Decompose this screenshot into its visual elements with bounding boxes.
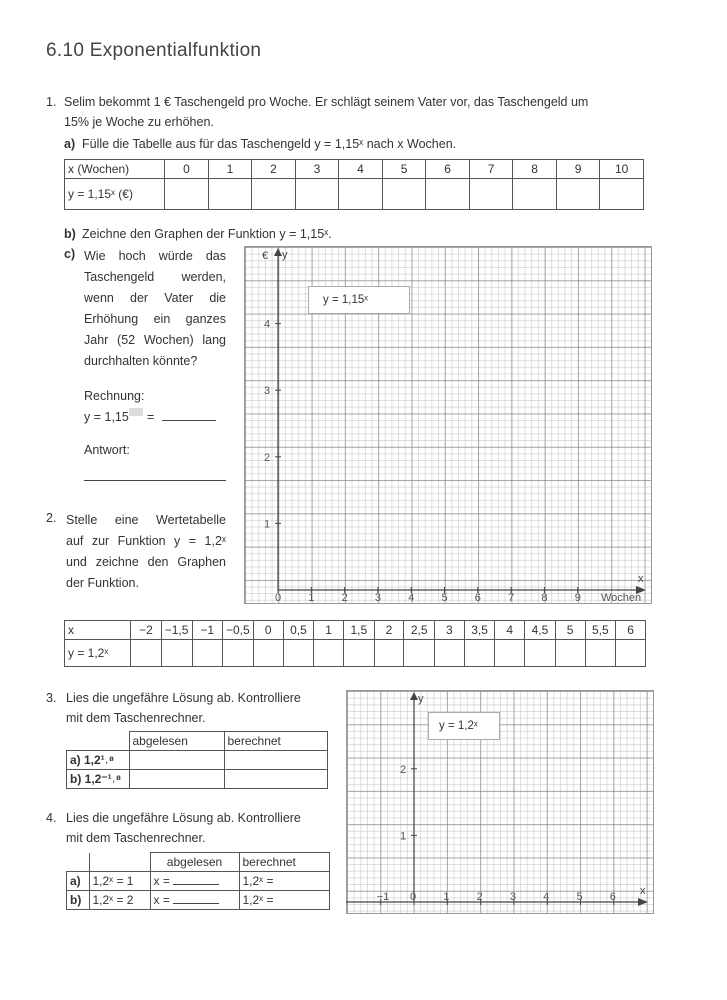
ex2-x-cell-5: 0,5	[283, 621, 314, 640]
ex4-text-1: Lies die ungefähre Lösung ab. Kontrolliere	[66, 811, 301, 825]
graph1-xtick-label: 1	[308, 592, 315, 603]
ex1-y-input-cell-2[interactable]	[252, 179, 296, 210]
ex3-text-2: mit dem Taschenrechner.	[66, 711, 206, 725]
ex2-line-1: auf zur Funktion y = 1,2ˣ	[66, 534, 226, 548]
graph2-ytick-label: 1	[400, 830, 407, 843]
ex4-a-berechnet-cell[interactable]	[239, 872, 330, 891]
ex1-x-cell-10: 10	[600, 160, 644, 179]
graph2-y-letter: y	[418, 693, 424, 705]
ex1-y-input-cell-9[interactable]	[556, 179, 600, 210]
ex1a-text: Fülle die Tabelle aus für das Taschengeld y = 1,15ˣ nach x Wochen.	[82, 137, 457, 151]
graph2-ytick-label: 2	[400, 763, 407, 776]
ex4-row-a-label: a)	[67, 872, 90, 891]
graph1-y-unit: €	[262, 250, 269, 262]
ex2-y-input-cell-11[interactable]	[464, 640, 495, 667]
graph1-y-arrow	[274, 248, 282, 256]
ex1a-label: a)	[64, 137, 76, 151]
graph1-x-unit: Wochen	[601, 592, 642, 603]
ex2-y-input-cell-4[interactable]	[253, 640, 283, 667]
rechnung-label: Rechnung:	[84, 389, 145, 403]
graph2-xtick-label: −1	[376, 891, 390, 903]
ex2-y-input-cell-6[interactable]	[314, 640, 344, 667]
ex1-number: 1.	[46, 95, 57, 109]
graph1-function-label: y = 1,15ˣ	[308, 286, 410, 314]
ex1-y-input-cell-1[interactable]	[208, 179, 252, 210]
graph1-ytick-label: 2	[264, 451, 271, 464]
ex4-b-x-blank[interactable]	[173, 903, 219, 904]
ex4-number: 4.	[46, 811, 57, 825]
ex2-y-input-cell-0[interactable]	[131, 640, 161, 667]
ex2-y-input-cell-10[interactable]	[434, 640, 464, 667]
ex2-y-input-cell-9[interactable]	[404, 640, 435, 667]
graph2-x-arrow	[638, 898, 648, 906]
ex2-x-cell-6: 1	[314, 621, 344, 640]
ex2-y-input-cell-16[interactable]	[616, 640, 646, 667]
rechnung-answer-blank[interactable]	[162, 420, 216, 421]
ex4-b-abgelesen-cell[interactable]	[150, 891, 239, 910]
graph1-axes	[244, 246, 651, 603]
ex2-x-cell-3: −0,5	[222, 621, 253, 640]
graph1-xtick-label: 0	[275, 592, 282, 603]
graph2-function-label: y = 1,2ˣ	[428, 712, 500, 740]
ex2-x-cell-10: 3	[434, 621, 464, 640]
ex1-text-2: 15% je Woche zu erhöhen.	[64, 115, 214, 129]
graph2-x-letter: x	[640, 885, 646, 897]
ex4-row-b-label: b)	[67, 891, 90, 910]
ex1b-text: Zeichne den Graphen der Funktion y = 1,15ˣ.	[82, 227, 332, 241]
ex2-y-input-cell-5[interactable]	[283, 640, 314, 667]
graph2-xtick-label: 4	[543, 891, 550, 903]
ex2-y-input-cell-14[interactable]	[555, 640, 585, 667]
ex2-x-cell-11: 3,5	[464, 621, 495, 640]
graph1-y-letter: y	[282, 249, 288, 261]
ex2-line-0: Stelle eine Wertetabelle	[66, 513, 226, 527]
ex3-col-berechnet: berechnet	[224, 732, 328, 751]
ex3-text-1: Lies die ungefähre Lösung ab. Kontrolliere	[66, 691, 301, 705]
ex3-col-abgelesen: abgelesen	[129, 732, 224, 751]
ex1-x-cell-2: 2	[252, 160, 296, 179]
ex2-y-input-cell-8[interactable]	[374, 640, 404, 667]
ex1c-line-1: Taschengeld werden,	[84, 270, 226, 284]
ex4-a-abgelesen-cell[interactable]	[150, 872, 239, 891]
graph1-xtick-label: 3	[374, 592, 382, 603]
ex1-y-input-cell-0[interactable]	[165, 179, 209, 210]
ex2-line-3: der Funktion.	[66, 576, 139, 590]
ex3-b-abgelesen-cell[interactable]	[129, 770, 224, 789]
table2-header-y: y = 1,2ˣ	[65, 640, 131, 667]
graph2-xtick-label: 2	[476, 891, 483, 903]
ex4-table	[66, 852, 330, 910]
graph1-x-letter: x	[638, 573, 644, 585]
ex3-a-abgelesen-cell[interactable]	[129, 751, 224, 770]
ex3-number: 3.	[46, 691, 57, 705]
ex1-x-cell-8: 8	[513, 160, 557, 179]
graph2-xtick-label: 5	[576, 891, 583, 903]
table2-header-x: x	[65, 621, 131, 640]
ex2-text	[66, 510, 226, 594]
graph2-xtick-label: 0	[410, 891, 417, 903]
ex1-x-cell-7: 7	[469, 160, 513, 179]
ex1-x-cell-9: 9	[556, 160, 600, 179]
ex1-y-input-cell-4[interactable]	[339, 179, 383, 210]
graph1-ytick-label: 1	[264, 518, 271, 531]
ex4-a-x-label: x =	[153, 874, 170, 888]
graph1-xtick-label: 5	[441, 592, 448, 603]
rechnung-base: y = 1,15	[84, 410, 129, 425]
ex1-x-cell-1: 1	[208, 160, 252, 179]
table-header-x: x (Wochen)	[65, 160, 165, 179]
exponent-blank[interactable]	[129, 408, 143, 416]
ex2-value-table	[64, 620, 646, 667]
ex4-b-calc-label: 1,2ˣ =	[242, 893, 274, 907]
ex1c-question	[84, 246, 226, 372]
ex1-x-cell-6: 6	[426, 160, 470, 179]
ex2-x-cell-1: −1,5	[161, 621, 192, 640]
ex2-line-2: und zeichne den Graphen	[66, 555, 226, 569]
ex1-x-cell-3: 3	[295, 160, 339, 179]
graph2-y-arrow	[410, 692, 418, 700]
ex2-x-cell-0: −2	[131, 621, 161, 640]
ex1-y-input-cell-10[interactable]	[600, 179, 644, 210]
ex1c-line-2: wenn der Vater die	[84, 291, 226, 305]
ex3-table	[66, 731, 328, 789]
ex1-x-cell-4: 4	[339, 160, 383, 179]
ex2-x-cell-2: −1	[192, 621, 222, 640]
graph1-xtick-label: 8	[541, 592, 548, 603]
ex3-a-berechnet-cell[interactable]	[224, 751, 328, 770]
ex1c-label: c)	[64, 247, 76, 261]
ex2-y-input-cell-13[interactable]	[525, 640, 556, 667]
graph2-xtick-label: 6	[609, 891, 616, 903]
ex1c-line-0: Wie hoch würde das	[84, 249, 226, 263]
ex3-b-berechnet-cell[interactable]	[224, 770, 328, 789]
ex4-a-x-blank[interactable]	[173, 884, 219, 885]
ex2-y-input-cell-15[interactable]	[585, 640, 616, 667]
ex1-value-table	[64, 159, 644, 210]
ex2-y-input-cell-12[interactable]	[495, 640, 525, 667]
ex4-col-abgelesen: abgelesen	[150, 853, 239, 872]
ex2-y-input-cell-2[interactable]	[192, 640, 222, 667]
ex1-y-input-cell-6[interactable]	[426, 179, 470, 210]
ex4-col-berechnet: berechnet	[239, 853, 330, 872]
ex1-y-input-cell-8[interactable]	[513, 179, 557, 210]
ex1-y-input-cell-7[interactable]	[469, 179, 513, 210]
graph1-ytick-label: 3	[264, 385, 271, 398]
ex4-a-calc-label: 1,2ˣ =	[242, 874, 274, 888]
ex2-x-cell-14: 5	[555, 621, 585, 640]
ex1-x-cell-0: 0	[165, 160, 209, 179]
ex2-y-input-cell-3[interactable]	[222, 640, 253, 667]
graph2-xtick-label: 1	[443, 891, 450, 903]
antwort-blank[interactable]	[84, 480, 226, 481]
ex2-x-cell-7: 1,5	[344, 621, 375, 640]
ex4-text-2: mit dem Taschenrechner.	[66, 831, 206, 845]
ex2-y-input-cell-1[interactable]	[161, 640, 192, 667]
ex2-number: 2.	[46, 511, 57, 525]
graph1-xtick-label: 4	[408, 592, 415, 603]
ex1-x-cell-5: 5	[382, 160, 426, 179]
ex1-y-input-cell-5[interactable]	[382, 179, 426, 210]
graph1-xtick-label: 9	[574, 592, 581, 603]
ex1-y-input-cell-3[interactable]	[295, 179, 339, 210]
ex4-b-x-label: x =	[153, 893, 170, 907]
graph1-xtick-label: 6	[474, 592, 481, 603]
ex2-x-cell-8: 2	[374, 621, 404, 640]
ex2-y-input-cell-7[interactable]	[344, 640, 375, 667]
table-header-y: y = 1,15ˣ (€)	[65, 179, 165, 210]
ex1b-label: b)	[64, 227, 76, 241]
ex2-x-cell-13: 4,5	[525, 621, 556, 640]
ex3-row-b: b) 1,2⁻¹˒⁸	[67, 770, 130, 789]
graph2-xtick-label: 3	[509, 891, 517, 903]
antwort-label: Antwort:	[84, 443, 130, 457]
ex1-text-1: Selim bekommt 1 € Taschengeld pro Woche. Er schlägt seinem Vater vor, das Taschengeld um	[64, 95, 589, 109]
ex2-x-cell-4: 0	[253, 621, 283, 640]
ex2-x-cell-16: 6	[616, 621, 646, 640]
graph1-ytick-label: 4	[264, 318, 271, 331]
graph1-xtick-label: 2	[341, 592, 348, 603]
ex1c-line-4: Jahr (52 Wochen) lang	[84, 333, 226, 347]
ex2-x-cell-9: 2,5	[404, 621, 435, 640]
ex4-row-b-equation: 1,2ˣ = 2	[89, 891, 150, 910]
graph1-xtick-label: 7	[508, 592, 515, 603]
rechnung-equation	[84, 408, 216, 425]
page-title: 6.10 Exponentialfunktion	[46, 40, 262, 61]
ex1c-line-5: durchhalten könnte?	[84, 354, 198, 368]
ex3-row-a: a) 1,2¹˒⁸	[67, 751, 130, 770]
ex2-x-cell-12: 4	[495, 621, 525, 640]
ex2-x-cell-15: 5,5	[585, 621, 616, 640]
ex4-row-a-equation: 1,2ˣ = 1	[89, 872, 150, 891]
ex1c-line-3: Erhöhung ein ganzes	[84, 312, 226, 326]
rechnung-equals: =	[146, 410, 155, 425]
ex4-b-berechnet-cell[interactable]	[239, 891, 330, 910]
